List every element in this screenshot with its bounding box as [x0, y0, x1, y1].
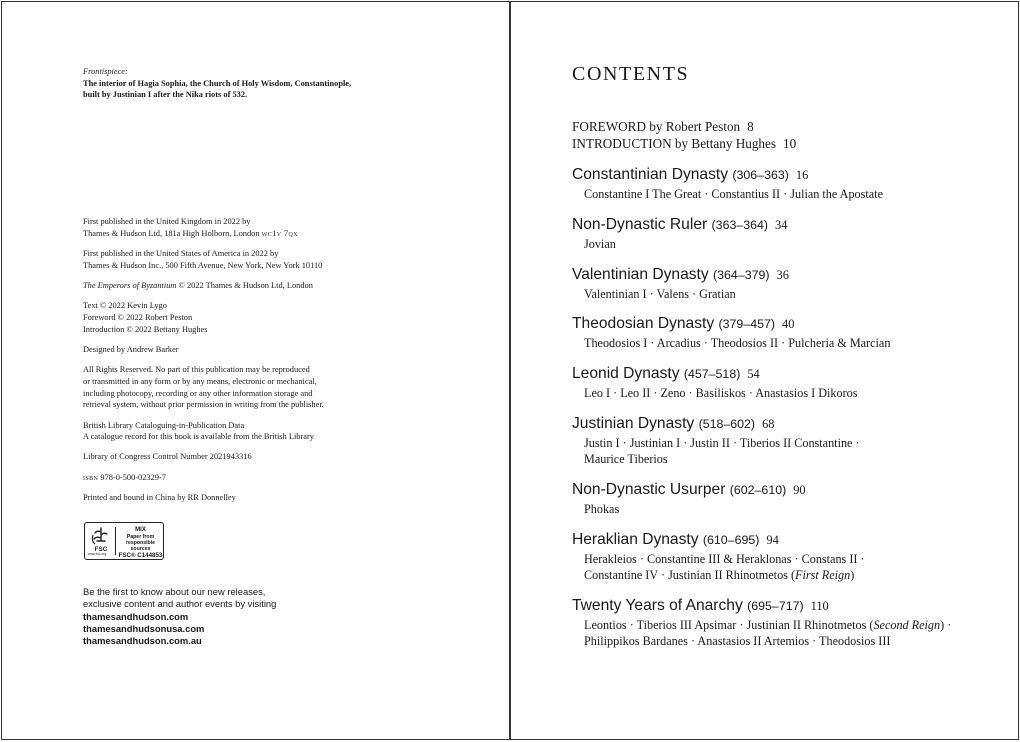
chapter-page: 54 — [747, 367, 760, 382]
entry-label: FOREWORD by Robert Peston — [572, 119, 741, 134]
emperor-line — [584, 617, 1012, 633]
fsc-paper-line: Paper from — [126, 534, 155, 540]
chapter-entry — [572, 479, 1012, 517]
printer-credit: Printed and bound in China by RR Donnelley — [83, 493, 236, 503]
chapter-entry — [572, 264, 1012, 302]
website-link: thamesandhudson.com — [83, 610, 189, 622]
line-text: Constantine IV · Justinian II Rhinotmetos ( — [584, 568, 796, 583]
emperor-line: Phokas — [584, 502, 620, 517]
emperor-line: Leo I · Leo II · Zeno · Basiliskos · Anastasios I Dikoros — [584, 386, 858, 401]
emperor-line: Theodosios I · Arcadius · Theodosios II · Pulcheria & Marcian — [584, 336, 891, 351]
chapter-entry — [572, 164, 1012, 202]
chapter-name: Non-Dynastic Usurper — [572, 481, 726, 499]
emperor-line: Justin I · Justinian I · Justin II · Tiberios II Constantine · — [584, 435, 860, 450]
us-line: First published in the United States of America in 2022 by — [83, 248, 279, 258]
cip-data — [83, 420, 443, 443]
chapter-heading — [572, 164, 1012, 186]
chapter-name: Non-Dynastic Ruler — [572, 215, 708, 233]
loc-number: Library of Congress Control Number 2021943316 — [83, 452, 252, 462]
uk-postcode: wc1v 7qx — [261, 228, 298, 238]
us-address: Thames & Hudson Inc., 500 Fifth Avenue, New York, New York 10110 — [83, 260, 323, 270]
fsc-logo-text: FSC — [94, 546, 108, 553]
chapter-entry — [572, 529, 1012, 584]
chapter-entry — [572, 214, 1012, 252]
emperor-line — [584, 567, 1012, 583]
rights-line: including photocopy, recording or any other information storage and — [83, 388, 313, 398]
chapter-dates: (306–363) — [732, 168, 789, 182]
chapter-heading — [572, 595, 1012, 617]
front-matter-entry — [572, 136, 796, 153]
promo-line: exclusive content and author events by visiting — [83, 598, 277, 610]
left-page — [1, 1, 510, 740]
chapter-page: 90 — [793, 483, 806, 498]
book-title: The Emperors of Byzantium — [83, 280, 177, 290]
chapter-heading — [572, 529, 1012, 551]
right-page — [510, 1, 1019, 740]
uk-line: First published in the United Kingdom in 2022 by — [83, 217, 251, 226]
chapter-page: 68 — [762, 416, 775, 431]
reign-note: Second Reign — [873, 617, 941, 632]
uk-publication — [83, 216, 443, 239]
chapter-heading — [572, 214, 1012, 236]
chapter-page: 94 — [766, 532, 779, 547]
isbn-value: 978-0-500-02329-7 — [98, 472, 166, 482]
chapter-heading — [572, 479, 1012, 501]
imprint-block — [83, 216, 443, 513]
entry-page: 8 — [747, 119, 754, 134]
fsc-divider — [115, 527, 116, 555]
fsc-mix: MIX — [135, 527, 146, 533]
front-matter-list — [572, 119, 796, 152]
chapter-dates: (364–379) — [713, 267, 770, 282]
isbn-label: isbn — [83, 472, 99, 482]
copyright-title — [83, 280, 443, 292]
cip-line: British Library Cataloguing-in-Publication Data — [83, 420, 245, 430]
chapter-heading — [572, 264, 1012, 286]
emperor-line: Herakleios · Constantine III & Heraklonas · Constans II · — [584, 551, 865, 566]
text-credit: Text © 2022 Kevin Lygo — [83, 301, 167, 311]
chapter-page: 40 — [782, 317, 795, 332]
chapter-dates: (695–717) — [747, 598, 804, 613]
reign-note: First Reign — [795, 568, 851, 583]
fsc-paper-line: responsible sources — [125, 540, 156, 552]
frontispiece-label: Frontispiece: — [83, 67, 128, 76]
rights-line: or transmitted in any form or by any means, electronic or mechanical, — [83, 376, 317, 386]
frontispiece-caption-line: built by Justinian I after the Nika riots of 532. — [83, 90, 248, 100]
website-link: thamesandhudson.com.au — [83, 635, 202, 647]
promo-line: Be the first to know about our new releases, — [83, 586, 266, 597]
frontispiece-caption-line: The interior of Hagia Sophia, the Church of Holy Wisdom, Constantinople, — [83, 78, 352, 88]
fsc-text — [118, 526, 163, 560]
cip-line: A catalogue record for this book is available from the British Library — [83, 432, 314, 442]
title-copyright: © 2022 Thames & Hudson Ltd, London — [176, 280, 313, 290]
fsc-code: FSC® C144853 — [118, 552, 163, 559]
chapter-dates: (457–518) — [683, 367, 741, 382]
chapter-dates: (610–695) — [702, 532, 760, 547]
credits — [83, 300, 443, 335]
chapter-name: Valentinian Dynasty — [572, 265, 709, 283]
chapter-dates: (602–610) — [729, 483, 787, 498]
emperor-line: Philippikos Bardanes · Anastasios II Artemios · Theodosios III — [584, 634, 891, 649]
chapter-name: Leonid Dynasty — [572, 365, 680, 383]
chapter-entry — [572, 363, 1012, 401]
rights-line: retrieval system, without prior permission in writing from the publisher. — [83, 400, 324, 410]
website-link: thamesandhudsonusa.com — [83, 622, 205, 634]
chapter-name: Theodosian Dynasty — [572, 315, 715, 333]
chapter-page: 16 — [795, 168, 809, 182]
front-matter-entry — [572, 119, 796, 136]
line-text: ) — [850, 568, 855, 583]
fsc-site: www.fsc.org — [88, 552, 107, 556]
intro-credit: Introduction © 2022 Bettany Hughes — [83, 324, 208, 334]
chapter-heading — [572, 413, 1012, 435]
chapter-heading — [572, 313, 1012, 335]
chapter-page: 36 — [776, 267, 789, 282]
chapter-name: Twenty Years of Anarchy — [572, 596, 743, 614]
rights-notice — [83, 364, 443, 410]
chapter-name: Justinian Dynasty — [572, 414, 695, 432]
chapter-dates: (379–457) — [718, 317, 775, 332]
foreword-credit: Foreword © 2022 Robert Peston — [83, 312, 193, 322]
chapter-list — [572, 164, 1012, 661]
chapter-dates: (518–602) — [698, 416, 756, 431]
emperor-line: Valentinian I · Valens · Gratian — [584, 286, 736, 301]
designer-credit: Designed by Andrew Barker — [83, 344, 179, 354]
chapter-heading — [572, 363, 1012, 385]
emperor-line: Maurice Tiberios — [584, 452, 668, 467]
us-publication — [83, 248, 443, 271]
rights-line: All Rights Reserved. No part of this publication may be reproduced — [83, 365, 310, 375]
contents-title: CONTENTS — [572, 63, 690, 85]
line-text: ) · — [940, 617, 952, 632]
chapter-name: Constantinian Dynasty — [572, 166, 729, 183]
entry-label: INTRODUCTION by Bettany Hughes — [572, 135, 777, 151]
entry-page: 10 — [783, 135, 797, 151]
chapter-entry — [572, 313, 1012, 351]
promo-block — [83, 586, 383, 647]
chapter-name: Heraklian Dynasty — [572, 530, 699, 548]
fsc-label — [84, 522, 164, 560]
chapter-dates: (363–364) — [711, 217, 769, 232]
isbn — [83, 472, 443, 484]
emperor-line: Constantine I The Great · Constantius II · Julian the Apostate — [584, 187, 883, 201]
uk-address: Thames & Hudson Ltd, 181a High Holborn, London — [83, 228, 262, 238]
chapter-entry — [572, 413, 1012, 468]
chapter-entry — [572, 595, 1012, 650]
emperor-line: Jovian — [584, 236, 616, 251]
chapter-page: 110 — [810, 598, 829, 613]
chapter-page: 34 — [775, 217, 788, 232]
frontispiece-note — [83, 66, 443, 101]
line-text: Leontios · Tiberios III Apsimar · Justinian II Rhinotmetos ( — [584, 617, 874, 632]
